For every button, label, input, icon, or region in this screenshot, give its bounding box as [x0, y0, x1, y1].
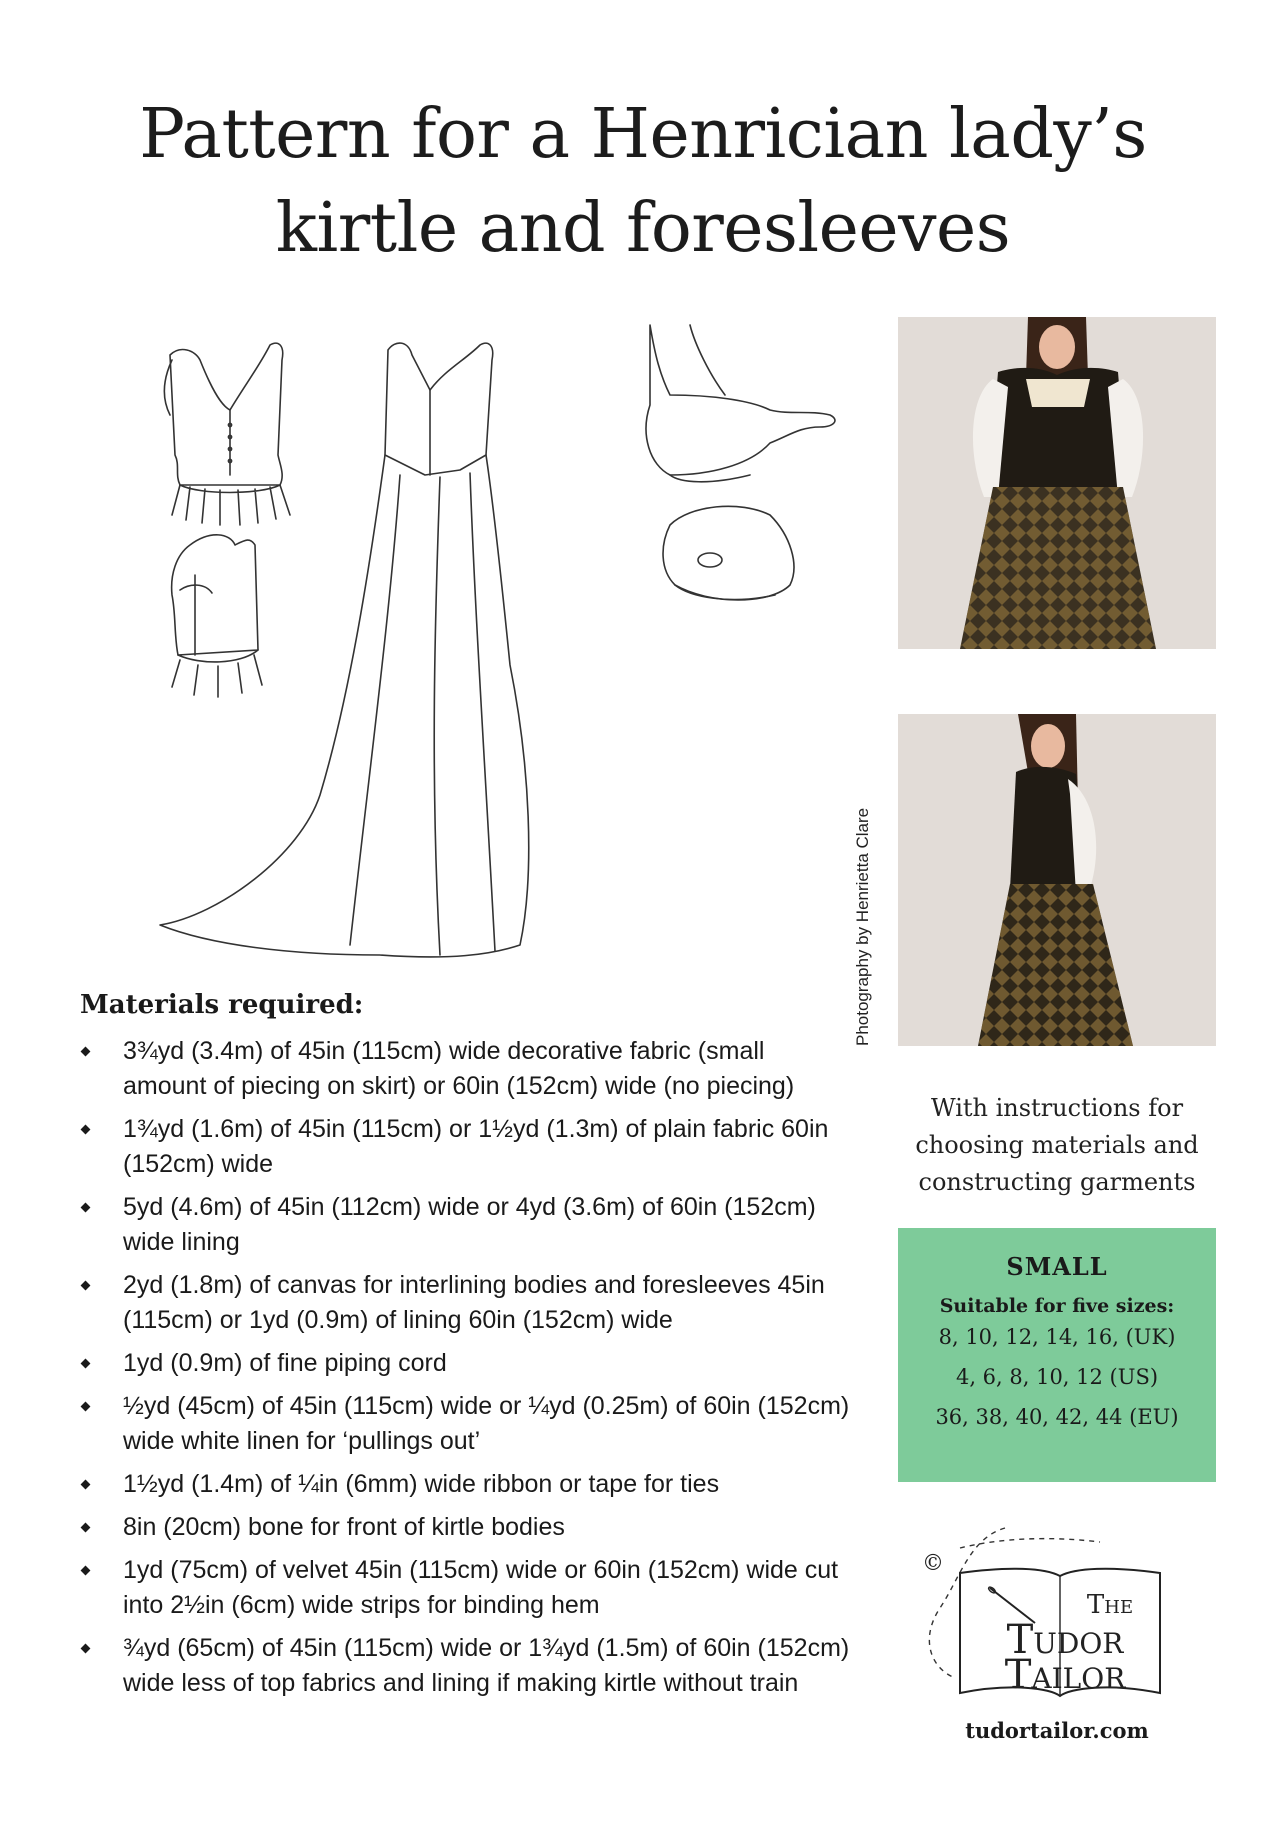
- bullet-icon: [81, 1566, 91, 1576]
- list-item: 1½yd (1.4m) of ¼in (6mm) wide ribbon or tape for ties: [80, 1467, 850, 1502]
- bullet-icon: [81, 1644, 91, 1654]
- bodies-side-drawing: [172, 535, 262, 697]
- list-item: 5yd (4.6m) of 45in (112cm) wide or 4yd (3.6m) of 60in (152cm) wide lining: [80, 1190, 850, 1260]
- list-item: 3¾yd (3.4m) of 45in (115cm) wide decorative fabric (small amount of piecing on skirt) or 60in (152cm) wide (no piecing): [80, 1034, 850, 1104]
- website-link[interactable]: tudortailor.com: [965, 1718, 1149, 1743]
- list-item: 1yd (0.9m) of fine piping cord: [80, 1346, 850, 1381]
- kirtle-drawing: [160, 343, 529, 957]
- tudor-tailor-logo: [900, 1518, 1200, 1698]
- size-suitable-label: Suitable for five sizes:: [939, 1295, 1175, 1317]
- list-item: ½yd (45cm) of 45in (115cm) wide or ¼yd (0.25m) of 60in (152cm) wide white linen for ‘pullings out’: [80, 1389, 850, 1459]
- list-item: ¾yd (65cm) of 45in (115cm) wide or 1¾yd (1.5m) of 60in (152cm) wide less of top fabrics and lining if making kirtle without train: [80, 1631, 850, 1701]
- foresleeve-arm-drawing: [646, 325, 835, 482]
- list-item: 2yd (1.8m) of canvas for interlining bodies and foresleeves 45in (115cm) or 1yd (0.9m) of lining 60in (152cm) wide: [80, 1268, 850, 1338]
- foresleeve-flat-drawing: [663, 506, 794, 600]
- size-box: [898, 1228, 1216, 1482]
- materials-list: [80, 1034, 850, 1709]
- page-title: [0, 88, 1286, 276]
- logo-the: The: [1086, 1590, 1134, 1620]
- bullet-icon: [81, 1402, 91, 1412]
- size-us: 4, 6, 8, 10, 12 (US): [955, 1365, 1159, 1389]
- bullet-icon: [81, 1203, 91, 1213]
- size-uk: 8, 10, 12, 14, 16, (UK): [938, 1325, 1176, 1349]
- photo-front-view: [898, 317, 1216, 649]
- list-item: 1yd (75cm) of velvet 45in (115cm) wide or 60in (152cm) wide cut into 2½in (6cm) wide strips for binding hem: [80, 1553, 850, 1623]
- garment-illustration: [150, 315, 870, 975]
- bullet-icon: [81, 1359, 91, 1369]
- bullet-icon: [81, 1125, 91, 1135]
- list-item: 8in (20cm) bone for front of kirtle bodies: [80, 1510, 850, 1545]
- list-item: 1¾yd (1.6m) of 45in (115cm) or 1½yd (1.3m) of plain fabric 60in (152cm) wide: [80, 1112, 850, 1182]
- bodies-front-drawing: [164, 343, 290, 525]
- size-eu: 36, 38, 40, 42, 44 (EU): [935, 1405, 1179, 1429]
- size-name: SMALL: [1006, 1252, 1108, 1281]
- bullet-icon: [81, 1523, 91, 1533]
- logo-tailor: Tailor: [1004, 1652, 1126, 1698]
- materials-heading: Materials required:: [80, 990, 364, 1020]
- title-line-1: Pattern for a Henrician lady’s: [139, 95, 1147, 174]
- copyright-mark: ©: [922, 1551, 944, 1576]
- photo-side-view: [898, 714, 1216, 1046]
- title-line-2: kirtle and foresleeves: [275, 189, 1011, 268]
- bullet-icon: [81, 1047, 91, 1057]
- logo-tudor: Tudor: [1006, 1617, 1124, 1663]
- instructions-note: With instructions for choosing materials and constructing garments: [915, 1094, 1199, 1196]
- bullet-icon: [81, 1281, 91, 1291]
- photo-credit: Photography by Henrietta Clare: [853, 807, 872, 1046]
- bullet-icon: [81, 1480, 91, 1490]
